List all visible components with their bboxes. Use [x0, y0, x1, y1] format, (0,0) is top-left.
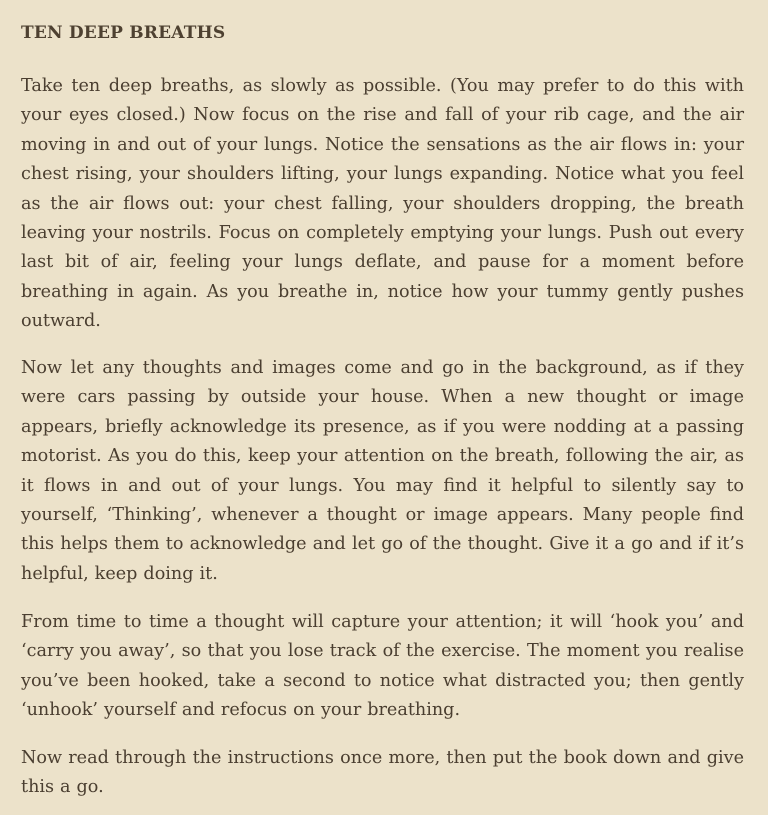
- paragraph-thoughts-background: Now let any thoughts and images come and go in the background, as if they were cars passing by outside your house. When a new thought or image appears, briefly acknowledge its presence, as if you were nodding at a passing motorist. As you do this, keep your attention on the breath, following the air, as it flows in and out of your lungs. You may find it helpful to silently say to yourself, ‘Thinking’, whenever a thought or image appears. Many people find this helps them to acknowledge and let go of the thought. Give it a go and if it’s helpful, keep doing it.: [21, 358, 744, 584]
- paragraph-breathing-instructions: Take ten deep breaths, as slowly as possible. (You may prefer to do this with your eyes closed.) Now focus on the rise and fall of your rib cage, and the air moving in and out of your lungs. Notice the sensations as the air flows in: your chest rising, your shoulders lifting, your lungs expanding. Notice what you feel as the air flows out: your chest falling, your shoulders dropping, the breath leaving your nostrils. Focus on completely emptying your lungs. Push out every last bit of air, feeling your lungs deflate, and pause for a moment before breathing in again. As you breathe in, notice how your tummy gently pushes outward.: [21, 76, 744, 332]
- paragraph-hooked-thoughts: From time to time a thought will capture your attention; it will ‘hook you’ and ‘carry you away’, so that you lose track of the exercise. The moment you realise you’ve been hooked, take a second to notice what distracted you; then gently ‘unhook’ yourself and refocus on your breathing.: [21, 612, 744, 721]
- paragraph-final-instruction: Now read through the instructions once more, then put the book down and give this a go.: [21, 748, 744, 798]
- section-heading: TEN DEEP BREATHS: [21, 23, 226, 43]
